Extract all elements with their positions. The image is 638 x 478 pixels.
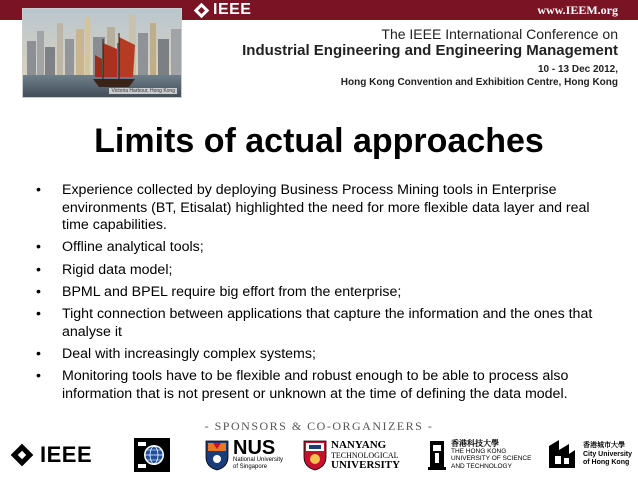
- bullet-dot-icon: •: [36, 182, 41, 198]
- bullet-text: BPML and BPEL require big effort from the enterprise;: [62, 283, 402, 300]
- hkust-chinese-name: 香港科技大學: [451, 439, 499, 448]
- harbour-photo: [22, 8, 182, 98]
- ieee-diamond-icon: [11, 444, 34, 467]
- harbour-photo-image: [23, 9, 182, 98]
- ntu-name-line1: NANYANG: [331, 438, 387, 451]
- nus-name-line1: National University: [233, 457, 284, 463]
- slide-title: Limits of actual approaches: [94, 122, 544, 160]
- banner-ieee-logo: [196, 1, 251, 19]
- cityu-name-line2: of Hong Kong: [583, 459, 630, 467]
- hkust-logo: [427, 437, 531, 473]
- bullet-dot-icon: •: [36, 367, 41, 384]
- conference-dates: 10 - 13 Dec 2012,: [537, 64, 618, 75]
- ieee-diamond-icon: [194, 2, 210, 18]
- nus-abbrev: NUS: [233, 437, 276, 459]
- bullet-item: [36, 346, 616, 364]
- bullet-list: [36, 182, 616, 408]
- bullet-dot-icon: •: [36, 283, 41, 300]
- bullet-dot-icon: •: [36, 345, 41, 362]
- hkust-emblem-icon: [427, 439, 447, 471]
- conference-title: Industrial Engineering and Engineering Management: [242, 42, 618, 59]
- ntu-name-line2: TECHNOLOGICAL: [331, 450, 399, 460]
- cityu-chinese-name: 香港城市大學: [583, 442, 625, 450]
- sponsors-heading: - SPONSORS & CO-ORGANIZERS -: [204, 419, 434, 433]
- ieee-logo-text: IEEE: [40, 442, 93, 467]
- nus-logo: [204, 437, 283, 473]
- ntu-name-line3: UNIVERSITY: [331, 458, 401, 471]
- conference-subtitle: The IEEE International Conference on: [381, 26, 618, 42]
- cityu-emblem-icon: [545, 438, 579, 472]
- conference-venue: Hong Kong Convention and Exhibition Centre, Hong Kong: [340, 77, 618, 88]
- bullet-text: Rigid data model;: [62, 261, 173, 278]
- bullet-text: Deal with increasingly complex systems;: [62, 345, 316, 362]
- bullet-item: [36, 284, 616, 302]
- bullet-item: [36, 306, 616, 341]
- bullet-item: [36, 368, 616, 403]
- bullet-item: [36, 262, 616, 280]
- bullet-dot-icon: •: [36, 305, 41, 322]
- bullet-text: Tight connection between applications that capture the information and the ones that analyse it: [62, 305, 593, 340]
- bullet-text: Offline analytical tools;: [62, 239, 204, 256]
- hkust-name-line3: AND TECHNOLOGY: [451, 462, 512, 470]
- hkust-name-line1: THE HONG KONG: [451, 447, 507, 455]
- photo-caption: Victoria Harbour, Hong Kong: [111, 88, 175, 94]
- ntu-logo: [302, 437, 400, 473]
- bullet-item: [36, 182, 616, 235]
- cityu-logo: [545, 437, 632, 473]
- cityu-name-line1: City University: [583, 450, 633, 458]
- globe-icon: [132, 437, 172, 473]
- nus-crest-icon: [204, 439, 230, 471]
- bullet-dot-icon: •: [36, 261, 41, 278]
- ieee-logo: [8, 437, 92, 473]
- bullet-dot-icon: •: [36, 239, 41, 256]
- ntu-crest-icon: [302, 439, 328, 471]
- nus-name-line2: of Singapore: [233, 464, 268, 470]
- bullet-text: Experience collected by deploying Business Process Mining tools in Enterprise environments (BT, Etisalat) highlighted the need for more flexible data layer and real time capabilities.: [62, 182, 590, 234]
- conference-banner: [0, 0, 638, 100]
- banner-url: www.IEEM.org: [537, 3, 618, 17]
- iems-society-logo: [132, 437, 172, 473]
- bullet-item: [36, 239, 616, 257]
- banner-ieee-wordmark: IEEE: [213, 1, 252, 18]
- hkust-name-line2: UNIVERSITY OF SCIENCE: [451, 455, 532, 462]
- bullet-text: Monitoring tools have to be flexible and robust enough to be able to process also information that is not present or unknown at the time of defining the data model.: [62, 367, 569, 402]
